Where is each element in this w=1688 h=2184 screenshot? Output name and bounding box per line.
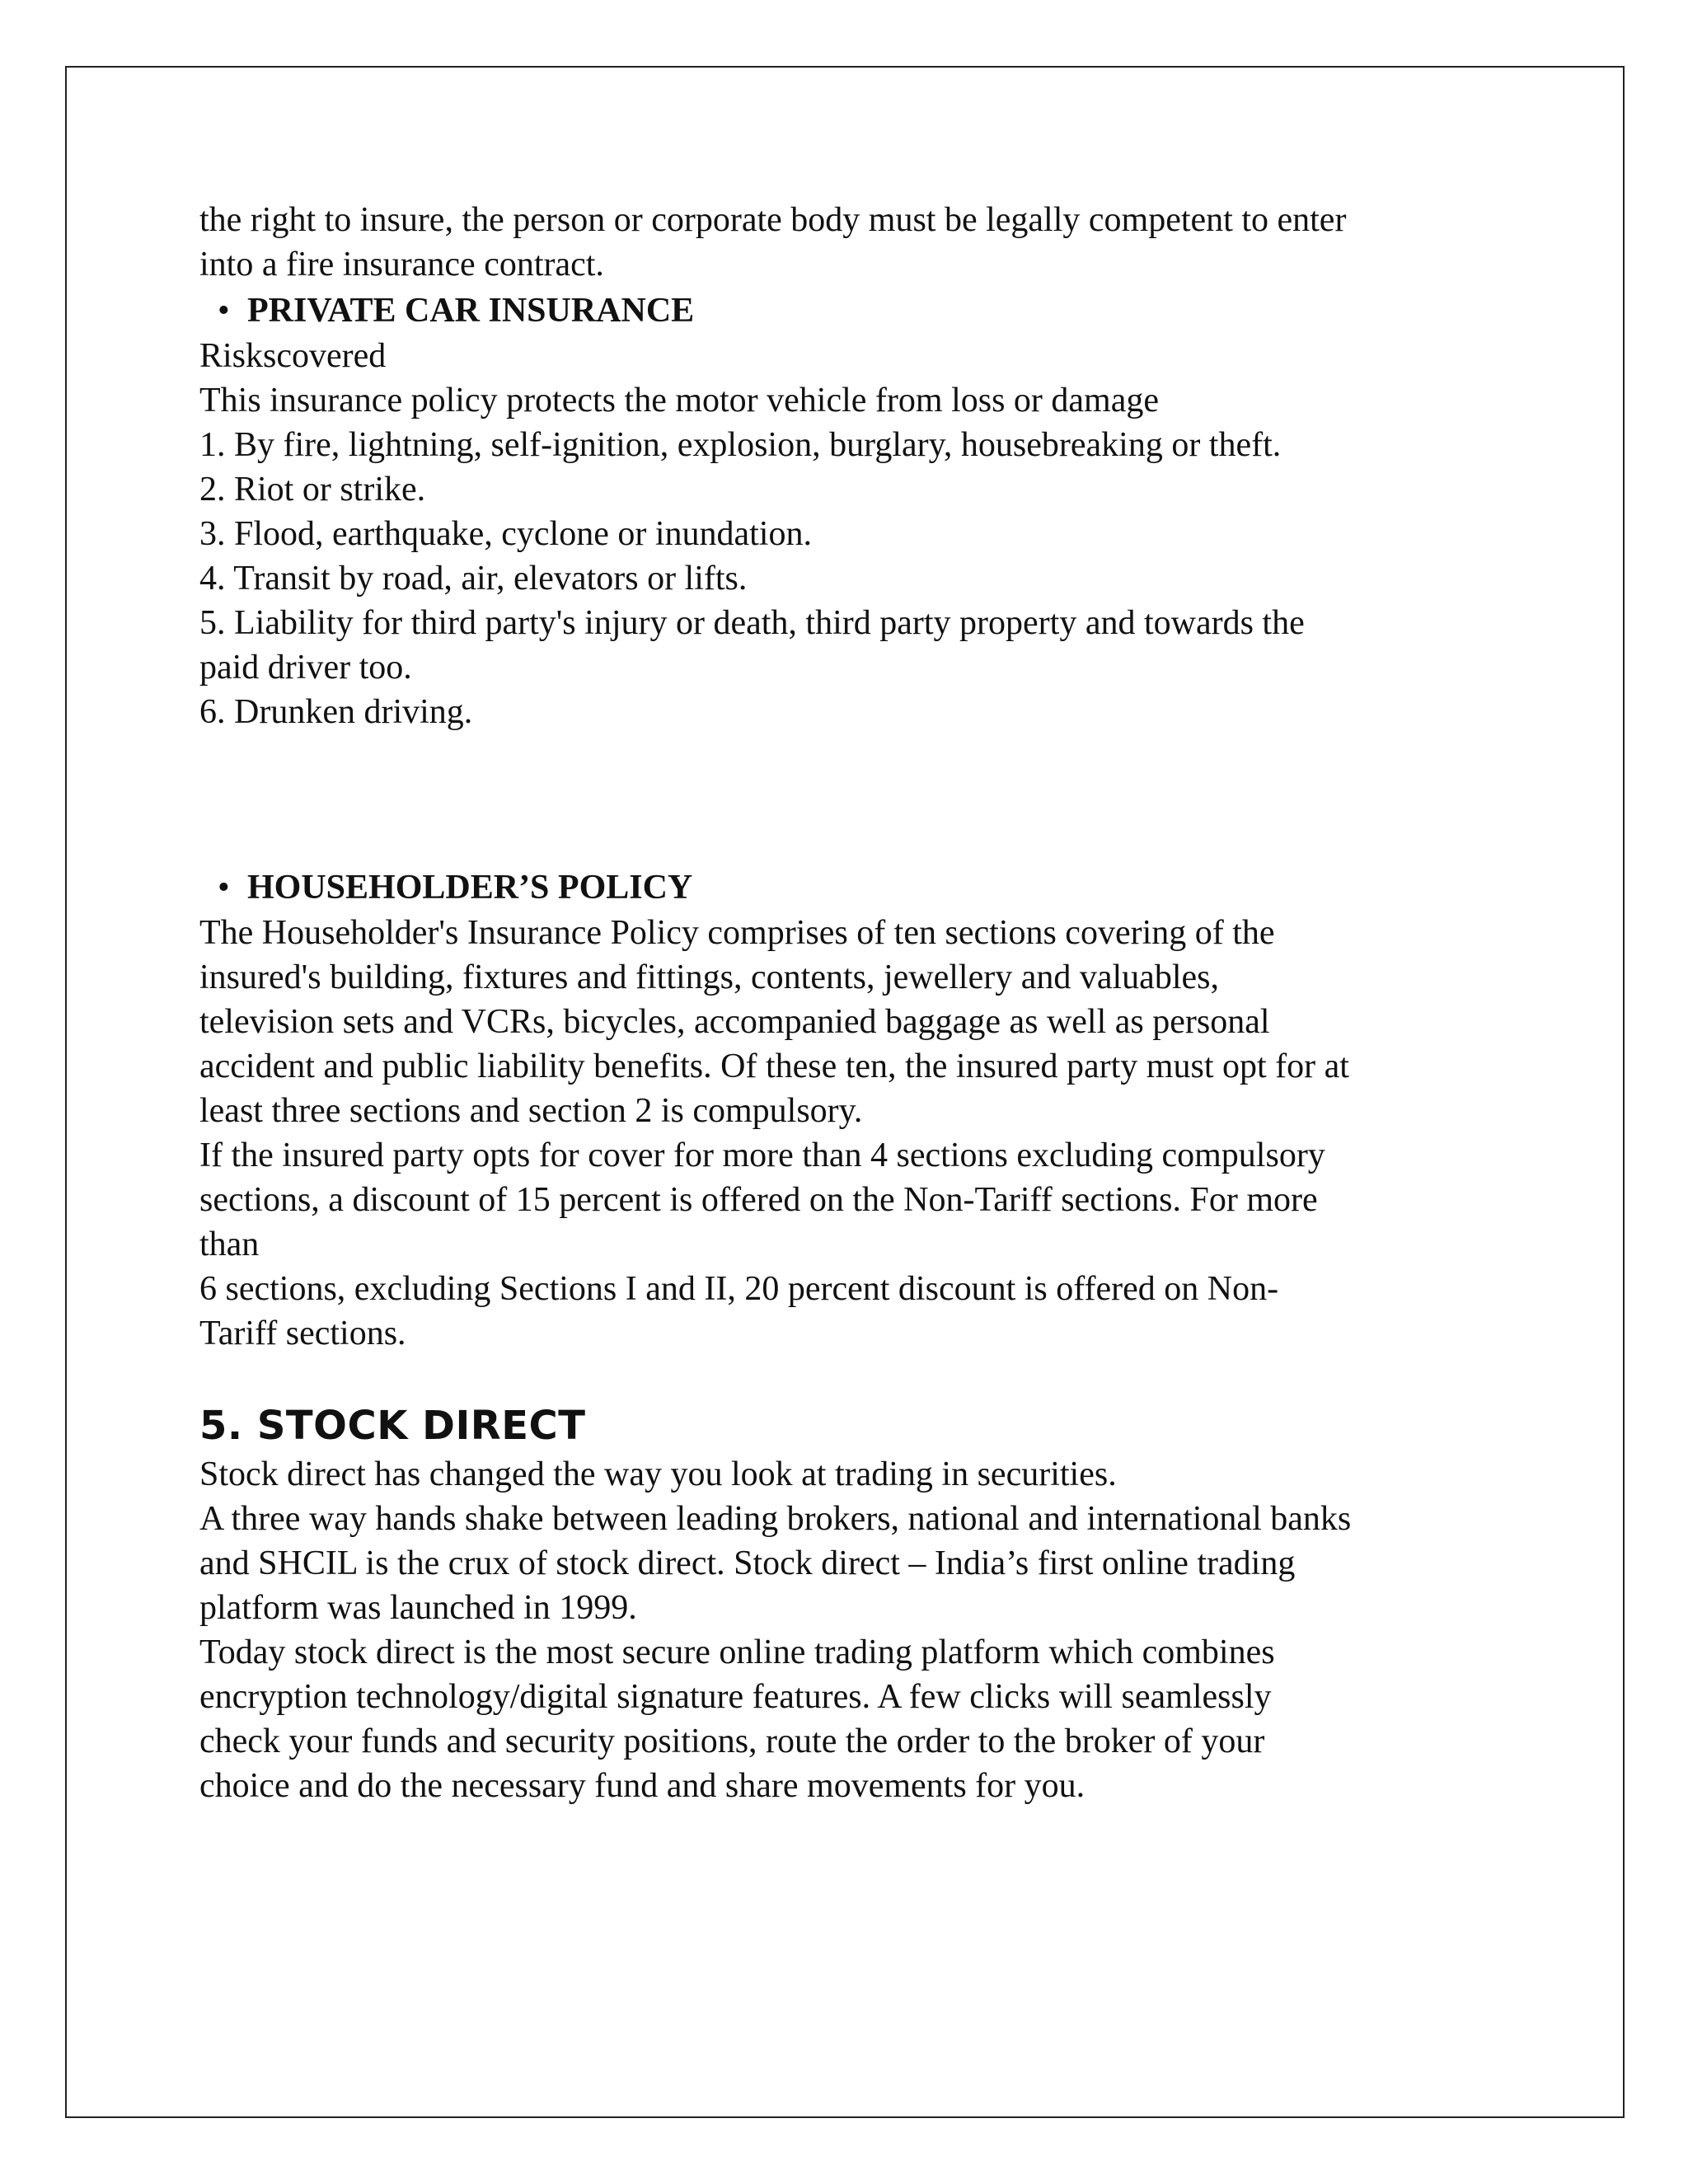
stock-direct-line: and SHCIL is the crux of stock direct. Stock direct – India’s first online trading [199, 1544, 1296, 1582]
private-car-heading-text: PRIVATE CAR INSURANCE [247, 292, 695, 330]
risk-item: 2. Riot or strike. [199, 471, 426, 509]
risk-item: 4. Transit by road, air, elevators or lifts. [199, 560, 748, 598]
householder-line: sections, a discount of 15 percent is offered on the Non-Tariff sections. For more [199, 1181, 1318, 1219]
risk-item: 5. Liability for third party's injury or death, third party property and towards the [199, 604, 1305, 642]
householder-line: than [199, 1226, 260, 1263]
householder-heading-text: HOUSEHOLDER’S POLICY [247, 869, 693, 907]
intro-line: into a fire insurance contract. [199, 246, 604, 284]
householder-line: The Householder's Insurance Policy comprises of ten sections covering of the [199, 914, 1275, 952]
householder-line: television sets and VCRs, bicycles, accompanied baggage as well as personal [199, 1003, 1270, 1041]
stock-direct-line: check your funds and security positions, route the order to the broker of your [199, 1722, 1265, 1760]
stock-direct-heading: 5. STOCK DIRECT [199, 1403, 586, 1449]
householder-line: insured's building, fixtures and fittings, contents, jewellery and valuables, [199, 958, 1219, 996]
stock-direct-line: Today stock direct is the most secure online trading platform which combines [199, 1633, 1275, 1671]
householder-line: Tariff sections. [199, 1315, 406, 1352]
stock-direct-line: choice and do the necessary fund and share movements for you. [199, 1767, 1085, 1805]
private-car-heading [218, 288, 695, 333]
householder-line: If the insured party opts for cover for more than 4 sections excluding compulsory [199, 1137, 1325, 1174]
risk-item: 3. Flood, earthquake, cyclone or inundation. [199, 515, 812, 553]
householder-line: 6 sections, excluding Sections I and II, 20 percent discount is offered on Non- [199, 1270, 1279, 1308]
risk-item: paid driver too. [199, 649, 412, 687]
stock-direct-line: A three way hands shake between leading brokers, national and international banks [199, 1500, 1352, 1538]
bullet-icon: • [218, 292, 230, 330]
risk-item: 6. Drunken driving. [199, 693, 473, 731]
stock-direct-line: encryption technology/digital signature features. A few clicks will seamlessly [199, 1678, 1272, 1716]
risk-item: 1. By fire, lightning, self-ignition, explosion, burglary, housebreaking or theft. [199, 426, 1282, 464]
householder-line: least three sections and section 2 is compulsory. [199, 1092, 863, 1130]
risks-covered-label: Riskscovered [199, 337, 387, 375]
stock-direct-line: platform was launched in 1999. [199, 1589, 637, 1627]
intro-line: the right to insure, the person or corporate body must be legally competent to enter [199, 201, 1347, 239]
bullet-icon: • [218, 869, 230, 907]
private-car-description: This insurance policy protects the motor vehicle from loss or damage [199, 382, 1160, 419]
householder-heading [218, 865, 693, 910]
householder-line: accident and public liability benefits. Of these ten, the insured party must opt for at [199, 1047, 1349, 1085]
stock-direct-line: Stock direct has changed the way you look at trading in securities. [199, 1455, 1117, 1493]
